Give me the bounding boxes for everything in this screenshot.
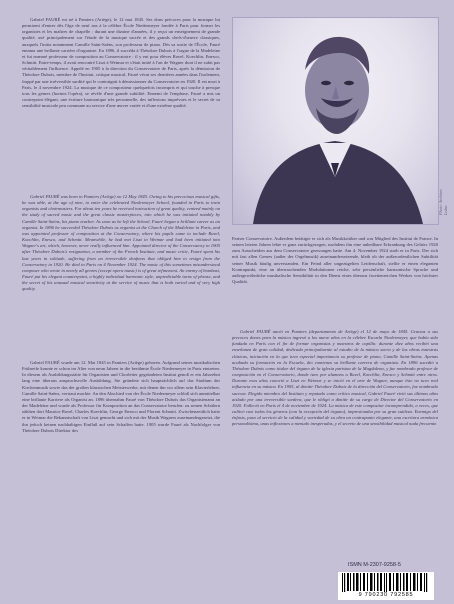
ismn-number: ISMN M-2307-9258-5 <box>348 562 401 568</box>
english-biography-paragraph: Gabriel FAURÉ was born in Pamiers (Ariège) on 12 May 1845. Owing to his precocious musical gifts, he was able, at the age of nine, to enter the celebrated Niedermeyer School, founded in Paris to train organists and choirmasters. For about ten years he received instruction of great quality, centred mainly on the study of sacred music and the great classic masterpieces, into which he was initiated notably by Camille Saint-Saëns, his piano teacher. As soon as he left the School, Fauré began a brilliant career as an organist. In 1896 he succeeded Théodore Dubois as organist at the Church of the Madeleine in Paris, and was appointed professor of composition at the Conservatory, where his pupils came to include Ravel, Koechlin, Enesco, and Schmitt. Meanwhile, he had met Liszt in Weimar and had been initiated into Wagner's art, which, however, never really influenced him. Appointed director of the Conservatory in 1905 after Théodore Dubois's resignation, a member of the French Institute, and music critic, Fauré spent his last years in solitude, suffering from an irreversible deafness that obliged him to resign from the Conservatory in 1920. He died in Paris on 4 November 1924. The music of this sometimes misunderstood composer who wrote in nearly all genres (except opera music) is of great refinement. An enemy of bombast, Fauré put his elegant counterpoint, a highly individual harmonic style, unpredictable turns of phrase, and the secret of his unusual musical sensitivity at the service of music that is both varied and of very high quality. <box>22 194 220 292</box>
portrait-photo <box>232 17 439 225</box>
german-biography-paragraph-left: Gabriel FAURÉ wurde am 12. Mai 1845 in Pamiers (Ariège) geboren. Aufgrund seines musikalischen Frühreife konnte er schon im Alter von neun Jahren in die berühmte École Niedermeyer in Paris eintreten. In diesem als Ausbildungsstätte für Organisten und Chorleiter gegründeten Institut genoß er ein Jahrzehnt lang eine überaus anspruchsvolle Ausbildung. Sie gründete sich hauptsächlich auf das Studium der Kirchenmusik sowie das der großen klassischen Meisterwerke, mit denen ihn vor allem sein Klavierlehrer, Camille Saint-Saëns, vertraut machte. An den Abschied von der École Niedermeyer schloß sich unmittelbar eine brillante Karriere als Organist an. 1896 übernahm Fauré von Théodore Dubois das Organistenamt an der Madeleine und wurde als Professor für Komposition an das Conservatoire berufen: zu seinen Schülern zählten dort Maurice Ravel, Charles Koechlin, George Enesco und Florent Schmitt. Zwischenzeitlich hatte er in Weimar die Bekanntschaft von Liszt gemacht und sich mit der Musik Wagners auseinandergesetzt, die ihn jedoch keinen nachhaltigen Einfluß auf sein Schaffen hatte. 1905 wurde Fauré als Nachfolger von Théodore Dubois Direktor des <box>22 360 220 433</box>
barcode-digits: 9 790230 792585 <box>338 592 434 600</box>
spanish-biography-paragraph: Gabriel FAURÉ nació en Pamiers (departamento de Ariège) el 12 de mayo de 1845. Gracias a sus precoces dones para la música ingresó a los nueve años en la célebre Escuela Niedermeyer, que había sido fundada en París con el fin de formar organistas y maestros de capilla: durante diez años recibió una enseñanza de gran calidad, dedicada principalmente al estudio de la música sacra y de las obras maestras clásicas, iniciación en la que tuvo especial importancia su profesor de piano, Camille Saint-Saëns. Apenas acabada su formación en la Escuela, dio comienzo su brillante carrera de organista. En 1896 sucedió a Théodore Dubois como titular del órgano de la iglesia parisina de la Magdalena, y fue nombrado profesor de composición en el Conservatorio, donde tuvo por alumnos a Ravel, Koechlin, Enesco y Schmitt entre otros. Durante esos años conoció a Liszt en Weimar y se inició en el arte de Wagner, aunque éste no tuvo real influencia en su música. En 1905, al dimitir Théodore Dubois de la dirección del Conservatorio, fue nombrado sucesor. Elegido miembro del Instituto y reputado como crítico musical, Gabriel Fauré vivió sus últimos años aislado por una irreversible sordera, que le obligó a dimitir de su cargo de Director del Conservatorio en 1920. Falleció en París el 4 de noviembre de 1924. La música de este compositor incomprendido, a veces, que cultivó casi todos los géneros (con la excepción del órgano), impresionaba por su gran sutileza. Enemigo del énfasis, puso al servicio de la calidad y variedad de su obra un contrapunto elegante, una escritura armónica personalísima, unas inflexiones a menudo inesperadas, y el secreto de una sensibilidad musical nada frecuente. <box>232 329 438 427</box>
portrait-illustration-icon <box>233 18 438 224</box>
german-biography-paragraph-right: Pariser Conservatoire. Außerdem betätigte er sich als Musikkritiker und war Mitglied des Institut de France. In seinen letzten Jahren lebte er ganz zurückgezogen, nachdem ihn eine unheilbare Erkrankung des Gehörs 1920 zum Ausscheiden aus dem Conservatoire gezwungen hatte. Am 4. November 1924 starb er in Paris. Der sich mit fast allen Genres (außer der Orgelmusik) auseinandersetzende, bleib ob der außerordentlichen Subtilität seiner Musik häufig unverstanden. Ein Feind aller ungezügelten Leidenschaft, stellte er einen eleganten Kontrapunkt, eine an überraschenden Modulationen reiche, sehr persönliche harmonische Sprache und außergewöhnliche musikalische Sensibilität in den Dienst eines überaus facettenreichen Werkes von höchster Qualität. <box>232 236 438 285</box>
french-biography-paragraph: Gabriel FAURÉ est né à Pamiers (Ariège), le 12 mai 1845. Ses dons précoces pour la musique lui permirent d'entrer dès l'âge de neuf ans à la célèbre École Niedermeyer fondée à Paris pour former les organistes et les maîtres de chapelle : durant une dizaine d'années, il y reçut un enseignement de grande qualité, axé principalement sur l'étude de la musique sacrée et des grands chefs-d'œuvre classiques, auxquels l'initia notamment Camille Saint-Saëns, son professeur de piano. Dès sa sortie de l'École, Fauré entama une brillante carrière d'organiste. En 1896, il succéda à Théodore Dubois à l'orgue de la Madeleine et fut nommé professeur de composition au Conservatoire : il y eut pour élèves Ravel, Koechlin, Enesco, Schmitt. Entre-temps, il avait rencontré Liszt à Weimar et s'était initié à l'art de Wagner dont il ne subit pas véritablement l'influence. Appelé en 1905 à la direction du Conservatoire de Paris, après la démission de Théodore Dubois, membre de l'Institut, critique musical, Fauré vécut ses dernières années dans l'isolement, frappé par une irréversible surdité qui le contraignit à démissionner du Conservatoire en 1920. Il est mort à Paris, le 4 novembre 1924. La musique de ce compositeur quelquefois incompris et qui touche à presque tous les genres (hormis l'opéra), se révèle d'une grande subtilité. Ennemi de l'emphase, Fauré a mis un contrepoint élégant, une écriture harmonique très personnelle, des inflexions imprévues et le secret de sa sensibilité musicale peu commune au service d'une œuvre variée et d'une extrême qualité. <box>22 17 220 109</box>
photo-credit: Photo: Archives Leduc <box>438 189 448 215</box>
